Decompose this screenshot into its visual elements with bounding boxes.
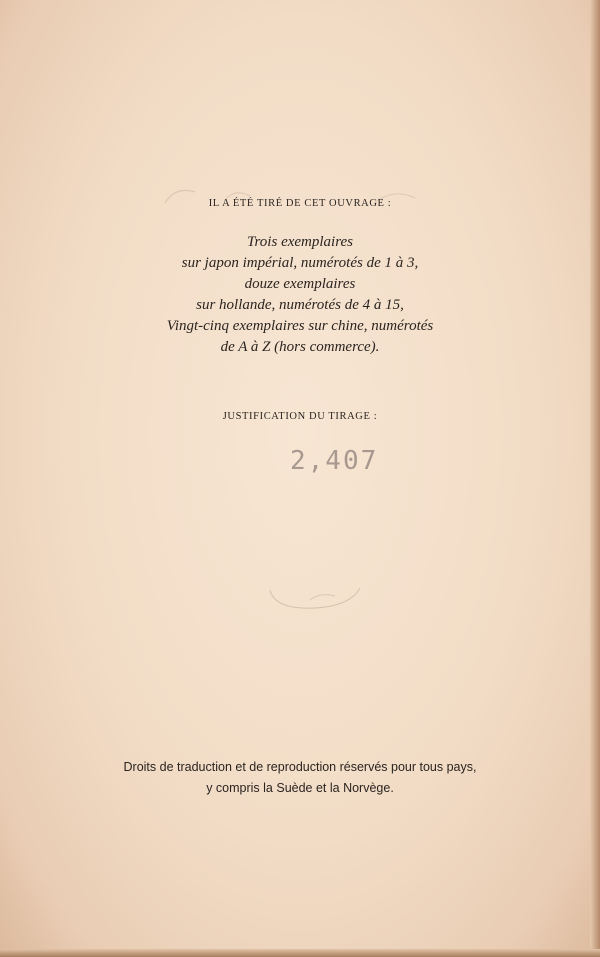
edition-line: douze exemplaires bbox=[244, 276, 356, 292]
rights-line: Droits de traduction et de reproduction réservés pour tous pays, bbox=[123, 760, 477, 774]
edition-line: Vingt-cinq exemplaires sur chine, numérotés bbox=[166, 318, 434, 334]
page-edge-bottom bbox=[0, 949, 600, 957]
edition-heading: IL A ÉTÉ TIRÉ DE CET OUVRAGE : bbox=[208, 198, 392, 209]
edition-line: sur hollande, numérotés de 4 à 15, bbox=[196, 297, 404, 313]
edition-line: Trois exemplaires bbox=[247, 234, 353, 250]
justification-label: JUSTIFICATION DU TIRAGE : bbox=[222, 411, 378, 422]
rights-line: y compris la Suède et la Norvège. bbox=[206, 781, 394, 795]
edition-line: sur japon impérial, numérotés de 1 à 3, bbox=[181, 255, 419, 271]
rights-notice bbox=[0, 757, 600, 799]
edition-details bbox=[0, 232, 600, 358]
page-edge-right bbox=[590, 0, 600, 957]
copy-number-stamp: 2,407 bbox=[290, 446, 379, 476]
edition-line: de A à Z (hors commerce). bbox=[220, 339, 380, 355]
faint-oval-stamp-mark bbox=[255, 570, 375, 620]
